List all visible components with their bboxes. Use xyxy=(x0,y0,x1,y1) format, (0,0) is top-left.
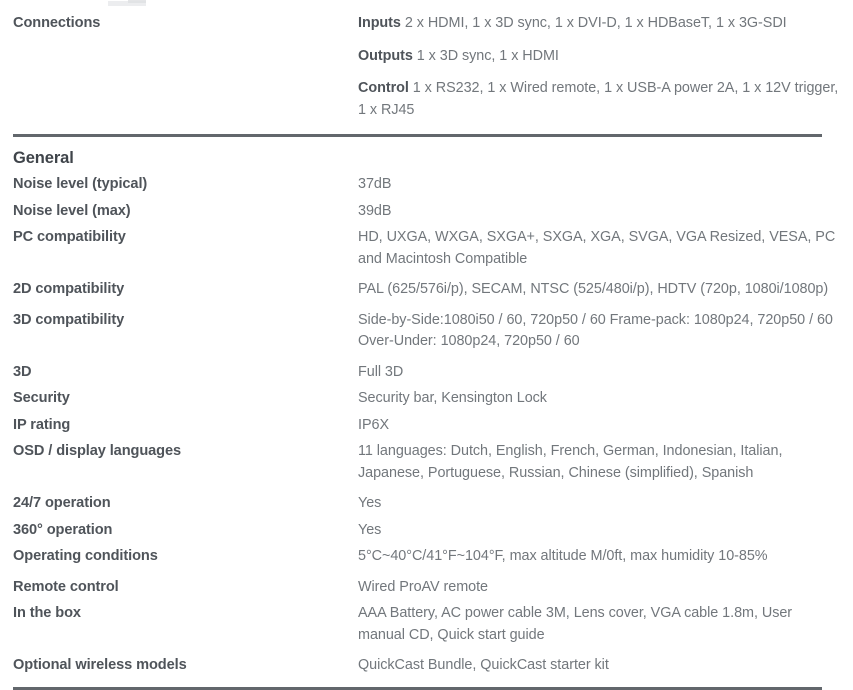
section-heading-row-general xyxy=(13,138,840,174)
row-label-remote-control: Remote control xyxy=(13,578,119,595)
row-value-connections xyxy=(358,13,840,134)
section-heading-general: General xyxy=(13,149,74,167)
section-divider-top xyxy=(13,134,822,137)
row-value-remote-control: Wired ProAV remote xyxy=(358,578,488,595)
row-label-3d-compatibility: 3D compatibility xyxy=(13,311,125,328)
table-row xyxy=(13,13,840,134)
row-value-2d-compatibility: PAL (625/576i/p), SECAM, NTSC (525/480i/p), HDTV (720p, 1080i/1080p) xyxy=(358,281,829,297)
row-value-osd-languages: 11 languages: Dutch, English, French, German, Indonesian, Italian, Japanese, Portuguese, Russian, Chinese (simplified), Spanish xyxy=(358,443,783,481)
table-row xyxy=(13,174,840,201)
connections-group-control xyxy=(358,78,840,121)
row-value-pc-compatibility: HD, UXGA, WXGA, SXGA+, SXGA, XGA, SVGA, VGA Resized, VESA, PC and Macintosh Compatible xyxy=(358,229,836,267)
table-row-connections xyxy=(13,0,840,13)
section-divider-row-bottom xyxy=(13,682,840,690)
table-row xyxy=(13,655,840,682)
table-row xyxy=(13,310,840,362)
table-row xyxy=(13,603,840,655)
table-row xyxy=(13,577,840,604)
row-label-operating-conditions: Operating conditions xyxy=(13,548,158,564)
row-value-noise-typical: 37dB xyxy=(358,176,392,192)
row-label-247-operation: 24/7 operation xyxy=(13,495,111,511)
sub-label-outputs: Outputs xyxy=(358,47,413,64)
row-value-noise-max: 39dB xyxy=(358,202,392,219)
sub-value-control: 1 x RS232, 1 x Wired remote, 1 x USB-A power 2A, 1 x 12V trigger, 1 x RJ45 xyxy=(358,80,839,118)
row-label-2d-compatibility: 2D compatibility xyxy=(13,281,125,297)
section-divider-bottom xyxy=(13,687,822,690)
row-value-360-operation: Yes xyxy=(358,521,382,538)
row-label-connections: Connections xyxy=(13,15,101,31)
table-row xyxy=(13,415,840,442)
row-value-247-operation: Yes xyxy=(358,495,382,511)
sub-label-control: Control xyxy=(358,80,409,96)
row-value-in-the-box: AAA Battery, AC power cable 3M, Lens cover, VGA cable 1.8m, User manual CD, Quick start guide xyxy=(358,605,793,643)
row-value-optional-wireless: QuickCast Bundle, QuickCast starter kit xyxy=(358,657,609,673)
table-row xyxy=(13,388,840,415)
row-value-ip-rating: IP6X xyxy=(358,416,389,433)
row-label-security: Security xyxy=(13,390,70,406)
row-label-noise-max: Noise level (max) xyxy=(13,202,131,219)
row-value-3d: Full 3D xyxy=(358,363,404,380)
row-value-3d-compatibility: Side-by-Side:1080i50 / 60, 720p50 / 60 Frame-pack: 1080p24, 720p50 / 60 Over-Under: 1080p24, 720p50 / 60 xyxy=(358,311,833,349)
sub-value-outputs: 1 x 3D sync, 1 x HDMI xyxy=(416,47,559,64)
connections-group-outputs xyxy=(358,46,840,68)
table-row xyxy=(13,227,840,279)
table-row xyxy=(13,201,840,228)
row-value-operating-conditions: 5°C~40°C/41°F~104°F, max altitude M/0ft, max humidity 10-85% xyxy=(358,548,768,564)
row-label-360-operation: 360° operation xyxy=(13,521,113,538)
sub-value-inputs: 2 x HDMI, 1 x 3D sync, 1 x DVI-D, 1 x HDBaseT, 1 x 3G-SDI xyxy=(404,15,787,31)
row-label-pc-compatibility: PC compatibility xyxy=(13,229,126,245)
table-row xyxy=(13,493,840,520)
sub-label-inputs: Inputs xyxy=(358,15,401,31)
table-row xyxy=(13,279,840,310)
table-row xyxy=(13,441,840,493)
row-label-3d: 3D xyxy=(13,363,32,380)
row-label-ip-rating: IP rating xyxy=(13,416,71,433)
row-label-osd-languages: OSD / display languages xyxy=(13,443,182,459)
table-row xyxy=(13,520,840,547)
table-row xyxy=(13,546,840,577)
row-label-in-the-box: In the box xyxy=(13,605,81,621)
row-label-optional-wireless: Optional wireless models xyxy=(13,657,187,673)
table-row xyxy=(13,362,840,389)
row-label-noise-typical: Noise level (typical) xyxy=(13,176,148,192)
row-value-security: Security bar, Kensington Lock xyxy=(358,390,547,406)
top-spacer xyxy=(13,0,840,13)
connections-group-inputs xyxy=(358,13,840,35)
specifications-table xyxy=(13,0,840,690)
